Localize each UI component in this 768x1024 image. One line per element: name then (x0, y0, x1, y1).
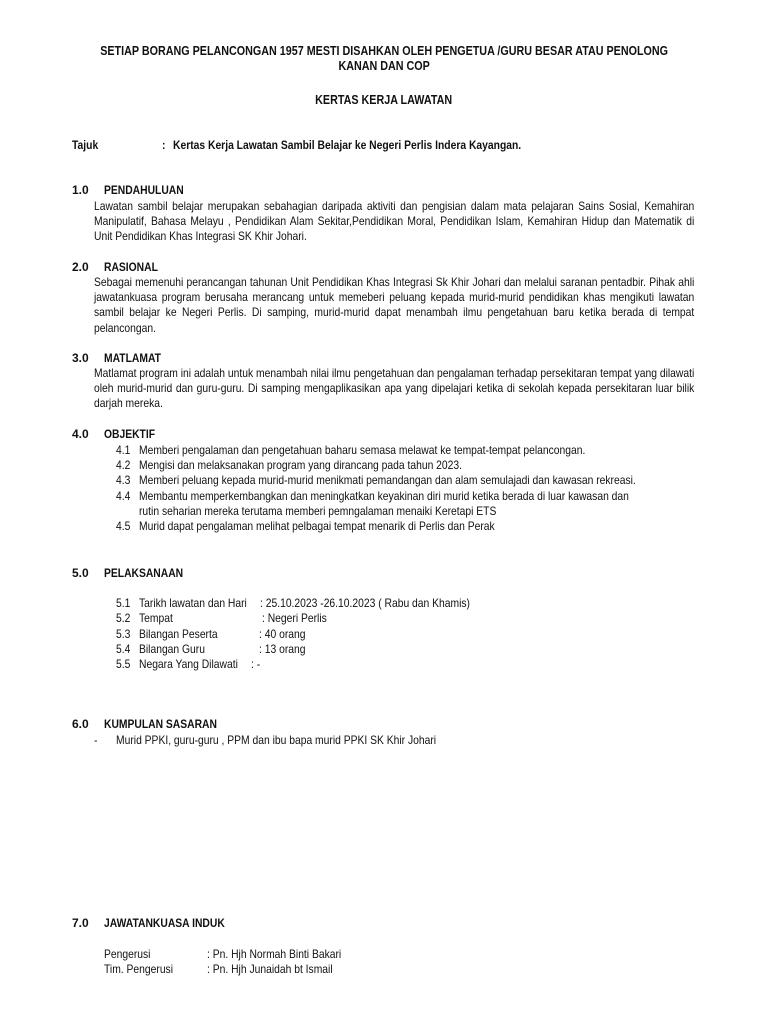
section-4-title: OBJEKTIF (104, 427, 156, 441)
implementation-value: : - (251, 657, 261, 671)
section-3-text: Matlamat program ini adalah untuk menambah nilai ilmu pengetahuan dan pengalaman terhadap persekitaran tempat yang dilawati oleh murid-murid dan guru-guru. Di samping mengaplikasikan apa yang dipelajari ketika di sekolah kepada persekitaran luar bilik darjah mereka. (94, 366, 695, 411)
objective-number: 4.4 (116, 489, 131, 503)
objective-text-continued: rutin seharian mereka terutama memberi pemngalaman menaiki Keretapi ETS (139, 504, 497, 518)
objective-number: 4.1 (116, 443, 131, 457)
implementation-value: : 25.10.2023 -26.10.2023 ( Rabu dan Khamis) (260, 596, 470, 610)
implementation-number: 5.5 (116, 657, 131, 671)
implementation-value: : Negeri Perlis (262, 611, 327, 625)
implementation-value: : 13 orang (259, 642, 306, 656)
section-4-number: 4.0 (72, 427, 89, 441)
implementation-label: Bilangan Peserta (139, 627, 218, 641)
section-6-title: KUMPULAN SASARAN (104, 717, 217, 731)
section-1-title: PENDAHULUAN (104, 183, 184, 197)
implementation-value: : 40 orang (259, 627, 306, 641)
objective-number: 4.3 (116, 473, 131, 487)
section-5-number: 5.0 (72, 566, 89, 580)
tajuk-separator: : (162, 138, 166, 152)
objective-text: Memberi pengalaman dan pengetahuan baharu semasa melawat ke tempat-tempat pelancongan. (139, 443, 586, 457)
implementation-label: Tempat (139, 611, 173, 625)
section-1-text: Lawatan sambil belajar merupakan sebahagian daripada aktiviti dan pengisian dalam mata pelajaran Sains Sosial, Kemahiran Manipulatif, Bahasa Melayu , Pendidikan Alam Sekitar,Pendidikan Moral, Pendidikan Islam, Kemahiran Hidup dan Matematik di Unit Pendidikan Khas Integrasi SK Khir Johari. (94, 199, 695, 244)
section-5-title: PELAKSANAAN (104, 566, 184, 580)
target-bullet: - (94, 733, 98, 747)
committee-role: Pengerusi (104, 947, 151, 961)
objective-number: 4.5 (116, 519, 131, 533)
implementation-label: Bilangan Guru (139, 642, 205, 656)
section-1-number: 1.0 (72, 183, 89, 197)
approval-notice-line2: KANAN DAN COP (338, 59, 430, 73)
implementation-label: Negara Yang Dilawati (139, 657, 238, 671)
objective-text: Membantu memperkembangkan dan meningkatkan keyakinan diri murid ketika berada di luar kawasan dan (139, 489, 629, 503)
section-7-title: JAWATANKUASA INDUK (104, 916, 225, 930)
section-6-number: 6.0 (72, 717, 89, 731)
objective-text: Memberi peluang kepada murid-murid menikmati pemandangan dan alam semulajadi dan kawasan rekreasi. (139, 473, 636, 487)
committee-member: : Pn. Hjh Normah Binti Bakari (207, 947, 342, 961)
committee-role: Tim. Pengerusi (104, 962, 174, 976)
section-3-title: MATLAMAT (104, 351, 161, 365)
objective-text: Mengisi dan melaksanakan program yang dirancang pada tahun 2023. (139, 458, 463, 472)
implementation-label: Tarikh lawatan dan Hari (139, 596, 247, 610)
approval-notice-line1: SETIAP BORANG PELANCONGAN 1957 MESTI DISAHKAN OLEH PENGETUA /GURU BESAR ATAU PENOLONG (100, 44, 668, 58)
implementation-number: 5.2 (116, 611, 131, 625)
objective-text: Murid dapat pengalaman melihat pelbagai tempat menarik di Perlis dan Perak (139, 519, 495, 533)
section-2-number: 2.0 (72, 260, 89, 274)
implementation-number: 5.4 (116, 642, 131, 656)
section-2-text: Sebagai memenuhi perancangan tahunan Unit Pendidikan Khas Integrasi Sk Khir Johari dan melalui saranan pentadbir. Pihak ahli jawatankuasa program berusaha merancang untuk memeberi peluang kepada murid-murid pendidikan khas mengikuti lawatan sambil belajar ke Negeri Perlis. Di samping, murid-murid dapat menambah ilmu pengetahuan baru ketika berada di tempat pelancongan. (94, 275, 695, 335)
section-7-number: 7.0 (72, 916, 89, 930)
objective-number: 4.2 (116, 458, 131, 472)
implementation-number: 5.1 (116, 596, 131, 610)
document-title: KERTAS KERJA LAWATAN (315, 93, 453, 107)
tajuk-value: Kertas Kerja Lawatan Sambil Belajar ke Negeri Perlis Indera Kayangan. (173, 138, 522, 152)
tajuk-label: Tajuk (72, 138, 99, 152)
section-3-number: 3.0 (72, 351, 89, 365)
section-2-title: RASIONAL (104, 260, 158, 274)
target-text: Murid PPKI, guru-guru , PPM dan ibu bapa murid PPKI SK Khir Johari (116, 733, 437, 747)
implementation-number: 5.3 (116, 627, 131, 641)
committee-member: : Pn. Hjh Junaidah bt Ismail (207, 962, 333, 976)
